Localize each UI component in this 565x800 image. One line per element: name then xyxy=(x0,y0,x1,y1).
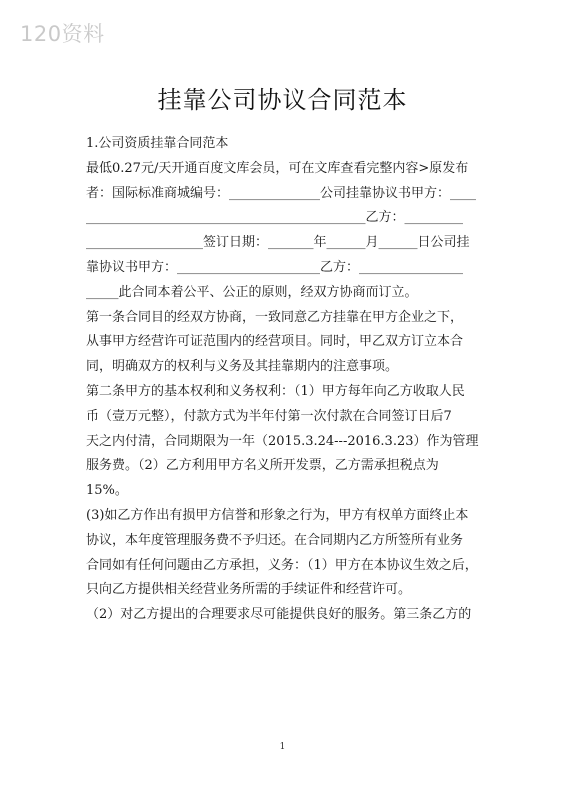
text-line: 靠协议书甲方：______________________乙方：________________ xyxy=(86,259,464,275)
text-line: 最低0.27元/天开通百度文库会员，可在文库查看完整内容>原发布 xyxy=(86,160,469,176)
page-number: 1 xyxy=(279,742,286,752)
text-line: （2）对乙方提出的合理要求尽可能提供良好的服务。第三条乙方的 xyxy=(86,607,472,623)
text-line: 天之内付清，合同期限为一年（2015.3.24---2016.3.23）作为管理 xyxy=(86,433,479,449)
document-title: 挂靠公司协议合同范本 xyxy=(157,86,408,114)
watermark-logo: 120资料 xyxy=(20,22,105,46)
text-line: 币（壹万元整），付款方式为半年付第一次付款在合同签订日后7 xyxy=(86,408,452,424)
text-line: 协议，本年度管理服务费不予归还。在合同期内乙方所签所有业务 xyxy=(86,532,464,548)
text-line: 只向乙方提供相关经营业务所需的手续证件和经营许可。 xyxy=(86,582,412,598)
text-line: ___________________________________________乙方：_________ xyxy=(86,210,464,226)
text-line: 1.公司资质挂靠合同范本 xyxy=(86,136,229,151)
text-line: (3)如乙方作出有损甲方信誉和形象之行为，甲方有权单方面终止本 xyxy=(86,507,469,523)
text-line: 者：国际标准商城编号：______________公司挂靠协议书甲方：____ xyxy=(86,185,477,201)
text-line: 第一条合同目的经双方协商，一致同意乙方挂靠在甲方企业之下， xyxy=(86,309,464,325)
document-body xyxy=(86,132,481,628)
text-line: 从事甲方经营许可证范围内的经营项目。同时，甲乙双方订立本合 xyxy=(86,334,464,350)
text-line: _____此合同本着公平、公正的原则，经双方协商而订立。 xyxy=(86,284,418,300)
text-line: 同，明确双方的权利与义务及其挂靠期内的注意事项。 xyxy=(86,359,399,375)
text-line: 15%。 xyxy=(86,483,128,499)
text-line: 合同如有任何问题由乙方承担，义务：（1）甲方在本协议生效之后， xyxy=(86,557,478,573)
text-line: __________________签订日期：_______年______月______日公司挂 xyxy=(86,235,470,251)
text-line: 第二条甲方的基本权利和义务权利：（1）甲方每年向乙方收取人民 xyxy=(86,383,465,399)
text-line: 服务费。（2）乙方利用甲方名义所开发票，乙方需承担税点为 xyxy=(86,458,439,474)
